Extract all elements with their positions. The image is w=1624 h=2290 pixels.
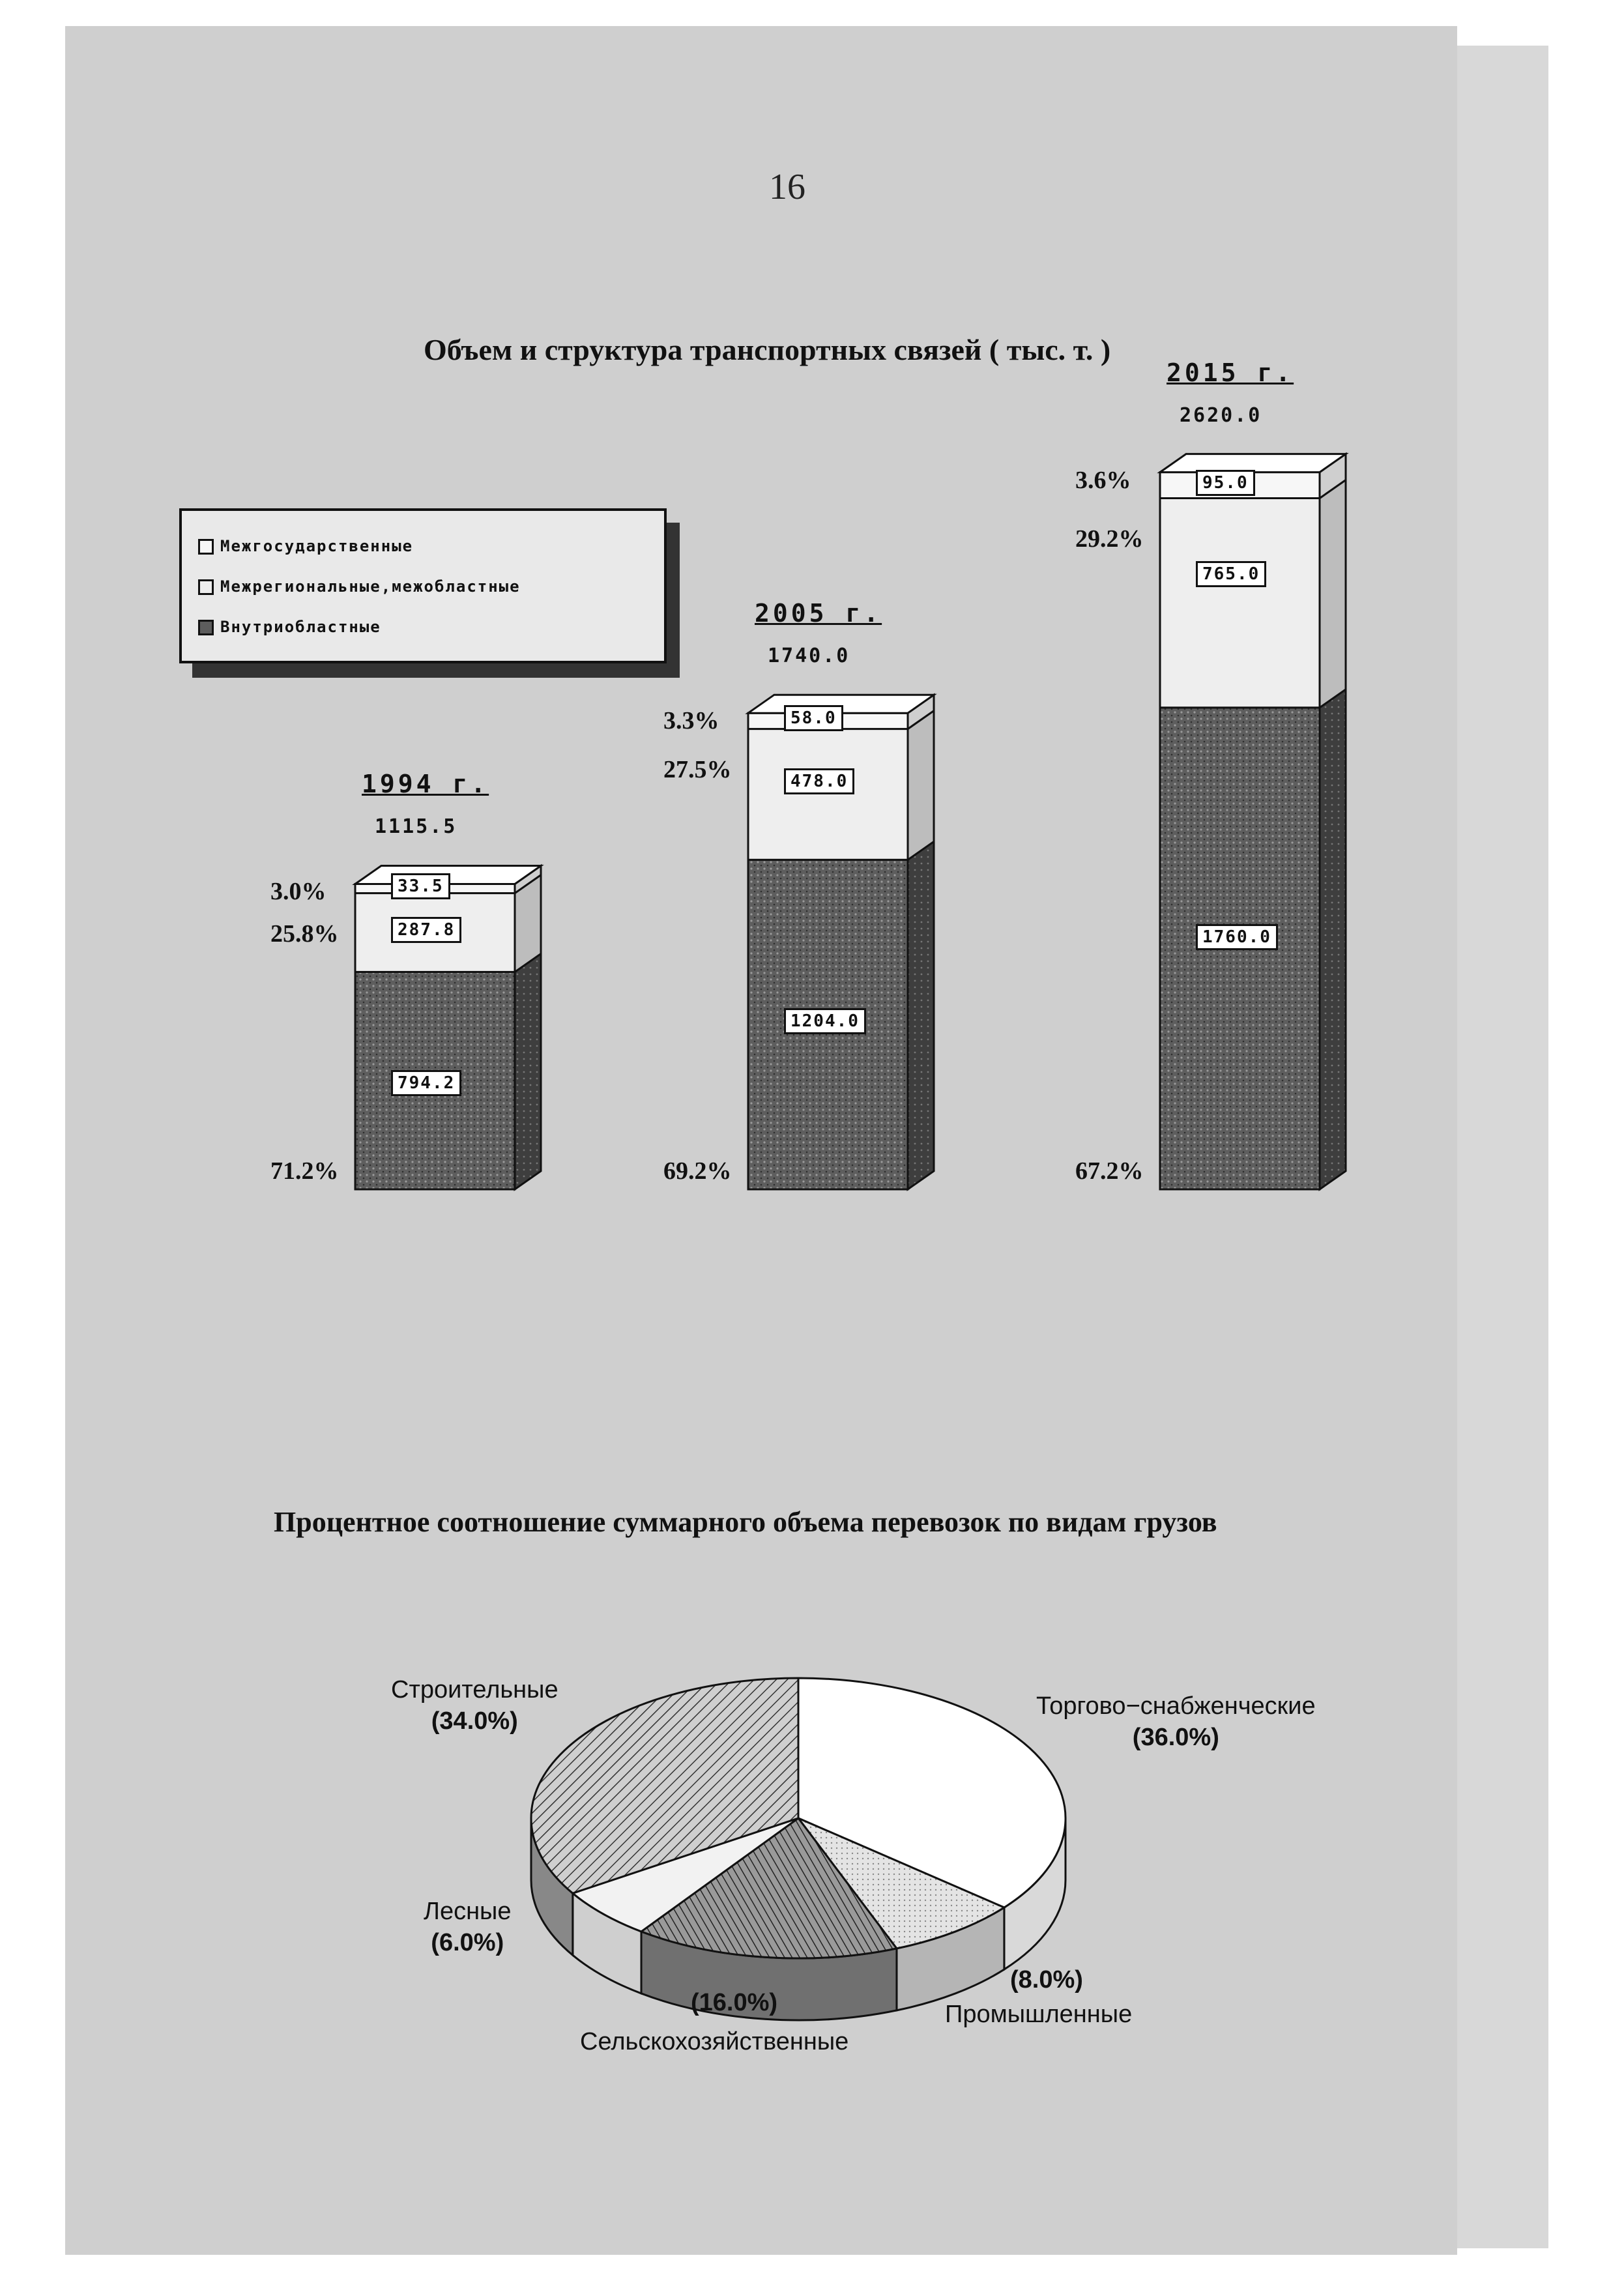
pie-label-forest [424, 1896, 512, 1958]
pie-label-trade [1036, 1691, 1316, 1753]
bar-share-interstate-2: 3.6% [1075, 466, 1131, 494]
pie-label-industrial-value [1010, 1965, 1083, 1996]
bar-share-interregional-1: 27.5% [663, 755, 732, 783]
pie-label-construction [391, 1675, 558, 1737]
bar-value-interstate-2: 95.0 [1196, 470, 1255, 496]
bar-share-interstate-1: 3.3% [663, 707, 719, 735]
bar-total-2: 2620.0 [1180, 403, 1262, 427]
pie-text: Сельскохозяйственные [580, 2028, 849, 2055]
legend-label-interstate: Межгосударственные [220, 537, 414, 555]
bar-value-interstate-1: 58.0 [784, 705, 843, 731]
pie-text: Промышленные [945, 2001, 1133, 2028]
pie-text: (36.0%) [1132, 1723, 1219, 1751]
bar-year-0: 1994 г. [362, 770, 489, 799]
pie-text: (16.0%) [691, 1989, 778, 2016]
pie-text: Строительные [391, 1676, 558, 1703]
pie-label-agri-value [691, 1988, 777, 2019]
bar-share-intraregional-0: 71.2% [270, 1157, 339, 1185]
bar-total-1: 1740.0 [768, 645, 850, 668]
bar-value-interregional-1: 478.0 [784, 768, 854, 794]
bar-chart-title: Объем и структура транспортных связей ( тыс. т. ) [424, 333, 1111, 366]
bar-share-intraregional-1: 69.2% [663, 1157, 732, 1185]
bar-value-interregional-2: 765.0 [1196, 561, 1266, 587]
bar-value-intraregional-1: 1204.0 [784, 1008, 866, 1034]
bar-value-intraregional-0: 794.2 [391, 1070, 461, 1096]
pie-text: (8.0%) [1010, 1966, 1083, 1993]
pie-text: Лесные [424, 1898, 512, 1925]
pie-text: (6.0%) [431, 1928, 504, 1956]
bar-value-intraregional-2: 1760.0 [1196, 924, 1278, 950]
bar-total-0: 1115.5 [375, 815, 457, 839]
bar-share-interregional-0: 25.8% [270, 920, 339, 948]
legend-label-interregional: Межрегиональные,межобластные [220, 577, 521, 596]
pie-text: (34.0%) [431, 1707, 518, 1735]
bar-share-intraregional-2: 67.2% [1075, 1157, 1144, 1185]
pie-label-industrial-name [945, 1999, 1132, 2031]
bar-share-interregional-2: 29.2% [1075, 525, 1144, 553]
pie-label-agri-name [580, 2027, 848, 2058]
page-number: 16 [769, 167, 805, 207]
pie-chart-title: Процентное соотношение суммарного объема перевозок по видам грузов [274, 1506, 1217, 1538]
bar-value-interstate-0: 33.5 [391, 873, 450, 899]
bar-share-interstate-0: 3.0% [270, 878, 326, 906]
bar-year-2: 2015 г. [1167, 358, 1294, 387]
legend-label-intraregional: Внутриобластные [220, 618, 381, 636]
bar-year-1: 2005 г. [755, 599, 882, 628]
bar-value-interregional-0: 287.8 [391, 917, 461, 943]
pie-text: Торгово−снабженческие [1036, 1692, 1316, 1720]
